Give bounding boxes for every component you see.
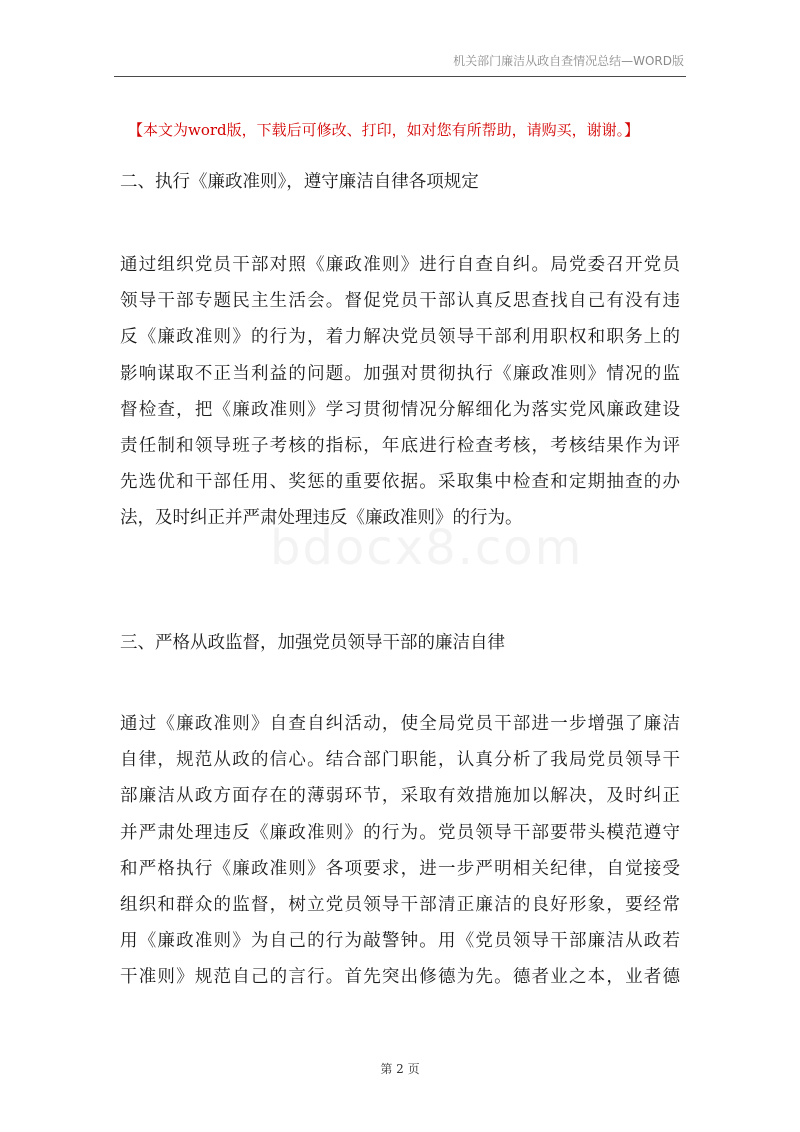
paragraph-line: 干准则》规范自己的言行。首先突出修德为先。德者业之本，业者德 (120, 967, 680, 988)
paragraph-line: 和严格执行《廉政准则》各项要求，进一步严明相关纪律，自觉接受 (120, 858, 680, 879)
watermark: bdocx8.com (270, 520, 584, 576)
paragraph-line: 领导干部专题民主生活会。督促党员干部认真反思查找自己有没有违 (120, 291, 680, 312)
header-divider (114, 76, 686, 77)
paragraph-line: 影响谋取不正当利益的问题。加强对贯彻执行《廉政准则》情况的监 (120, 363, 680, 384)
paragraph-line: 责任制和领导班子考核的指标，年底进行检查考核，考核结果作为评 (120, 435, 680, 456)
paragraph-line: 自律，规范从政的信心。结合部门职能，认真分析了我局党员领导干 (120, 750, 680, 771)
paragraph-line: 通过组织党员干部对照《廉政准则》进行自查自纠。局党委召开党员 (120, 255, 680, 275)
document-header-title: 机关部门廉洁从政自查情况总结—WORD版 (453, 54, 684, 68)
section-3-heading: 三、严格从政监督，加强党员领导干部的廉洁自律 (120, 633, 505, 653)
paragraph-line: 反《廉政准则》的行为，着力解决党员领导干部利用职权和职务上的 (120, 327, 680, 348)
paragraph-line: 督检查，把《廉政准则》学习贯彻情况分解细化为落实党风廉政建设 (120, 399, 680, 420)
paragraph-line: 部廉洁从政方面存在的薄弱环节，采取有效措施加以解决，及时纠正 (120, 786, 680, 807)
paragraph-line: 先选优和干部任用、奖惩的重要依据。采取集中检查和定期抽查的办 (120, 472, 680, 493)
paragraph-line: 组织和群众的监督，树立党员领导干部清正廉洁的良好形象，要经常 (120, 894, 680, 915)
purchase-notice: 【本文为word版，下载后可修改、打印，如对您有所帮助，请购买，谢谢。】 (128, 121, 640, 139)
section-2-heading: 二、执行《廉政准则》，遵守廉洁自律各项规定 (120, 172, 479, 192)
paragraph-line: 法，及时纠正并严肃处理违反《廉政准则》的行为。 (120, 508, 523, 529)
paragraph-line: 通过《廉政准则》自查自纠活动，使全局党员干部进一步增强了廉洁 (120, 714, 680, 734)
section-3-paragraph (120, 706, 680, 996)
page-number: 第 2 页 (380, 1062, 420, 1076)
paragraph-line: 用《廉政准则》为自己的行为敲警钟。用《党员领导干部廉洁从政若 (120, 931, 680, 952)
paragraph-line: 并严肃处理违反《廉政准则》的行为。党员领导干部要带头模范遵守 (120, 822, 680, 843)
section-2-paragraph (120, 247, 680, 537)
